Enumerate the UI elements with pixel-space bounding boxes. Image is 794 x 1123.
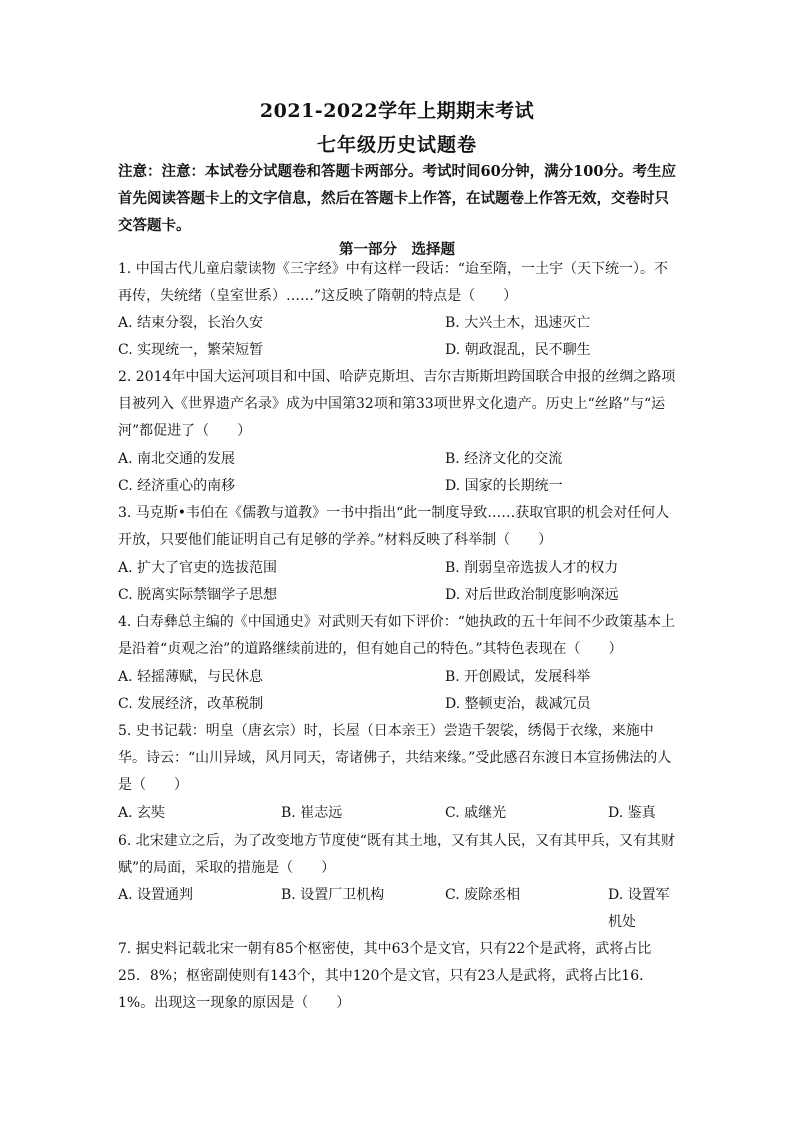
option-d: D. 鉴真 — [608, 805, 656, 821]
option-b: B. 崔志远 — [281, 805, 343, 821]
question-5-options — [118, 800, 678, 830]
question-3-options — [118, 555, 678, 615]
option-d: D. 整顿吏治，裁减冗员 — [445, 696, 591, 712]
option-b: B. 削弱皇帝选拔人才的权力 — [445, 560, 619, 576]
option-c: C. 戚继光 — [445, 805, 507, 821]
option-a: A. 设置通判 — [118, 887, 194, 903]
question-6-options — [118, 882, 678, 942]
exam-subtitle: 七年级历史试题卷 — [316, 134, 477, 156]
option-d: D. 设置军机处 — [608, 887, 670, 930]
question-1-options — [118, 310, 678, 370]
option-a: A. 玄奘 — [118, 805, 166, 821]
exam-title: 2021-2022学年上期期末考试 — [259, 100, 535, 122]
question-3-stem: 3. 马克斯•韦伯在《儒教与道教》一书中指出“此一制度导致……获取官职的机会对任何人开放，只要他们能证明自己有足够的学养。”材料反映了科举制（ ） — [118, 505, 670, 548]
option-c: C. 脱离实际禁锢学子思想 — [118, 587, 278, 603]
option-c: C. 发展经济，改革税制 — [118, 696, 264, 712]
question-2-options — [118, 446, 678, 506]
option-d: D. 对后世政治制度影响深远 — [445, 587, 619, 603]
option-a: A. 轻摇薄赋，与民休息 — [118, 669, 264, 685]
question-5-stem: 5. 史书记载：明皇（唐玄宗）时，长屋（日本亲王）尝造千袈裟，绣偈于衣缘，来施中华。诗云：“山川异域，风月同天，寄诸佛子，共结来缘。”受此感召东渡日本宣扬佛法的人是（ ） — [118, 723, 672, 793]
option-a: A. 扩大了官吏的选拔范围 — [118, 560, 278, 576]
option-c: C. 实现统一，繁荣短暂 — [118, 342, 264, 358]
option-b: B. 设置厂卫机构 — [281, 887, 385, 903]
option-a: A. 结束分裂，长治久安 — [118, 315, 264, 331]
option-d: D. 朝政混乱，民不聊生 — [445, 342, 591, 358]
question-7-stem: 7. 据史料记载北宋一朝有85个枢密使，其中63个是文官，只有22个是武将，武将占比25．8%；枢密副使则有143个，其中120个是文官，只有23人是武将，武将占比16．1%。出现这一现象的原因是（ ） — [118, 941, 654, 1011]
question-4-stem: 4. 白寿彝总主编的《中国通史》对武则天有如下评价：“她执政的五十年间不少政策基本上是沿着“贞观之治”的道路继续前进的，但有她自己的特色。”其特色表现在（ ） — [118, 614, 675, 657]
exam-notice: 注意：注意：本试卷分试题卷和答题卡两部分。考试时间60分钟，满分100分。考生应首先阅读答题卡上的文字信息，然后在答题卡上作答，在试题卷上作答无效，交卷时只交答题卡。 — [118, 163, 676, 234]
option-c: C. 经济重心的南移 — [118, 478, 236, 494]
option-b: B. 大兴土木，迅速灭亡 — [445, 315, 591, 331]
option-b: B. 经济文化的交流 — [445, 451, 563, 467]
question-4-options — [118, 664, 678, 724]
question-2-stem: 2. 2014年中国大运河项目和中国、哈萨克斯坦、吉尔吉斯斯坦跨国联合申报的丝绸之路项目被列入《世界遗产名录》成为中国第32项和第33项世界文化遗产。历史上“丝路”与“运河”都促进了（ ） — [118, 369, 676, 439]
question-6-stem: 6. 北宋建立之后，为了改变地方节度使“既有其土地，又有其人民，又有其甲兵，又有其财赋”的局面，采取的措施是（ ） — [118, 833, 675, 876]
question-1-stem: 1. 中国古代儿童启蒙读物《三字经》中有这样一段话：“迨至隋，一土宇（天下统一）。不再传，失统绪（皇室世系）……”这反映了隋朝的特点是（ ） — [118, 261, 668, 304]
section-title: 第一部分 选择题 — [339, 241, 455, 258]
option-a: A. 南北交通的发展 — [118, 451, 236, 467]
option-d: D. 国家的长期统一 — [445, 478, 563, 494]
option-c: C. 废除丞相 — [445, 887, 521, 903]
option-b: B. 开创殿试，发展科举 — [445, 669, 591, 685]
